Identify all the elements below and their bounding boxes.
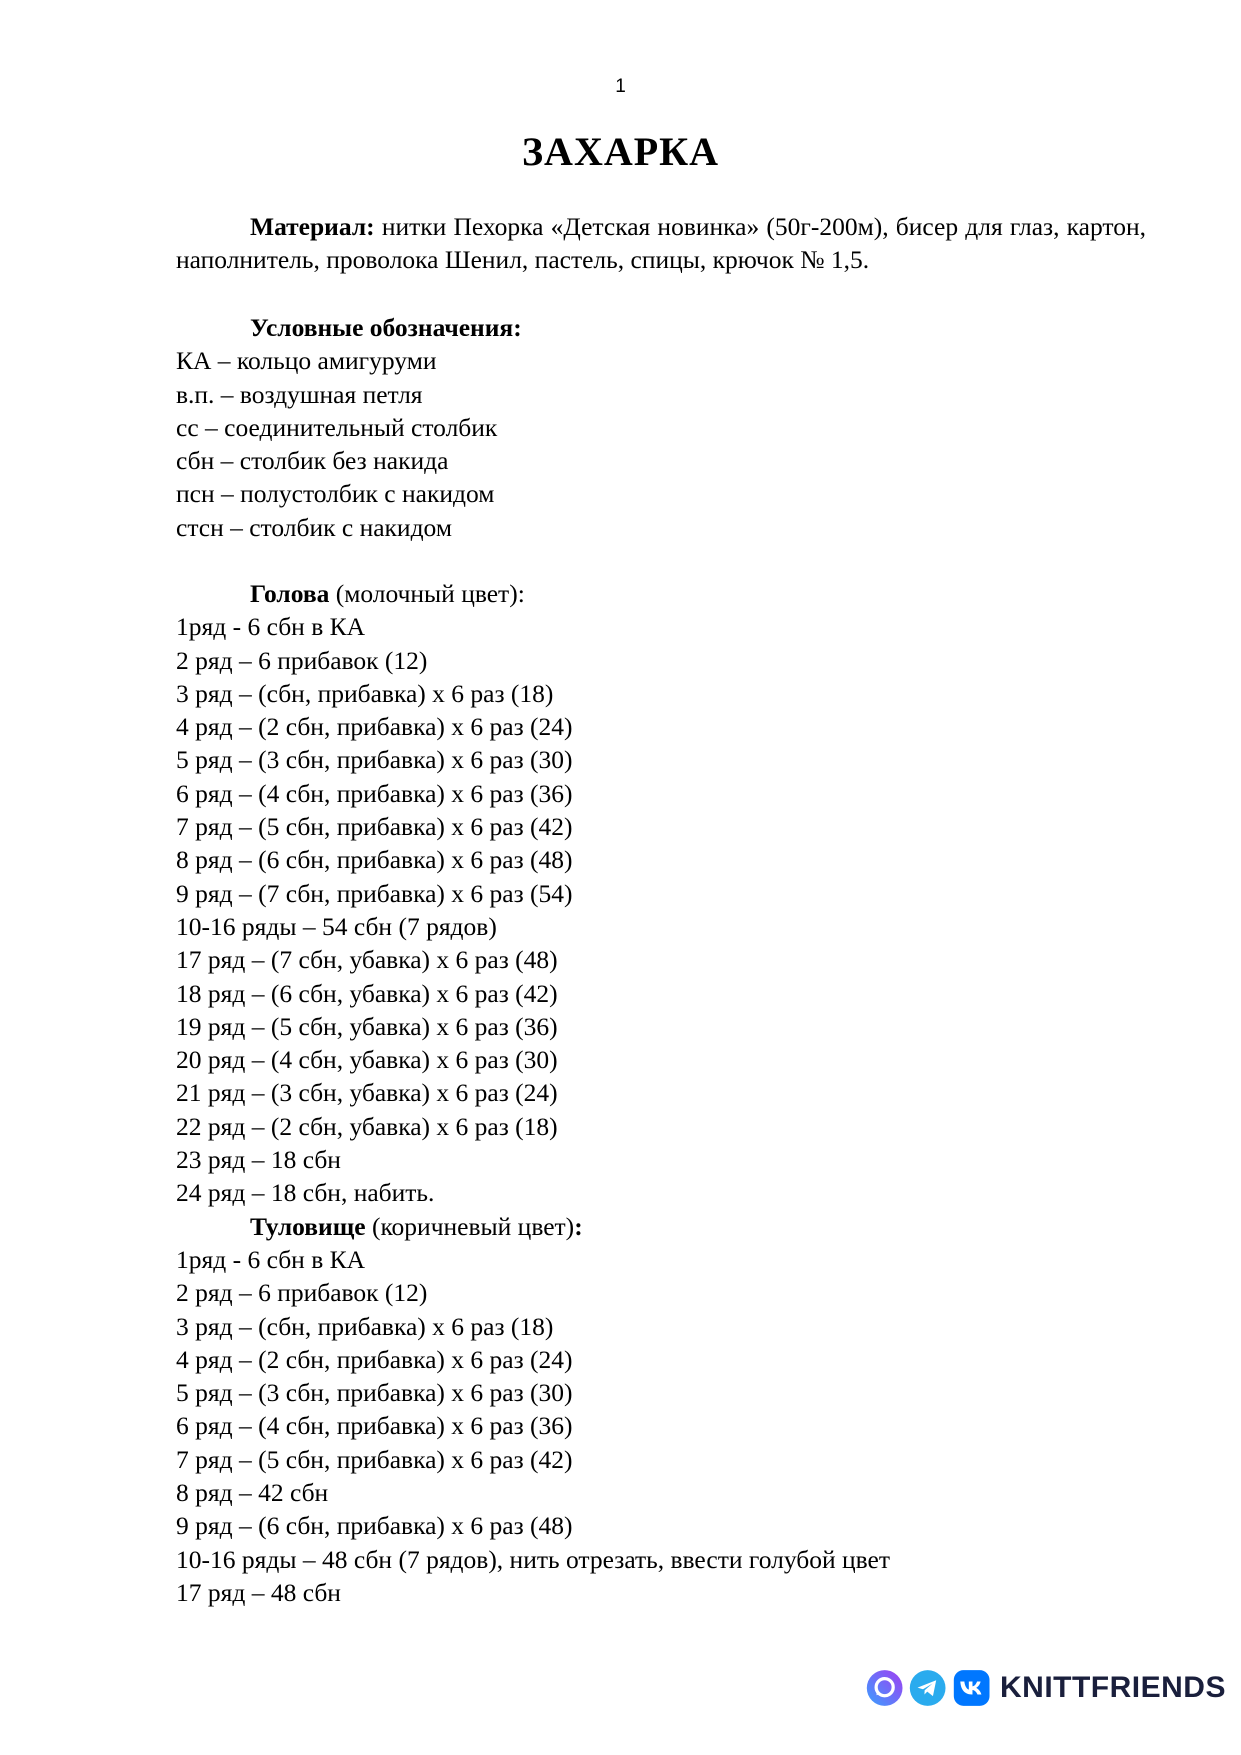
pattern-row: 7 ряд – (5 сбн, прибавка) х 6 раз (42): [176, 1444, 573, 1474]
pattern-row: 17 ряд – (7 сбн, убавка) х 6 раз (48): [176, 945, 558, 975]
legend-list: [176, 344, 1146, 544]
pattern-row: 2 ряд – 6 прибавок (12): [176, 645, 428, 675]
material-paragraph: [176, 210, 1146, 277]
legend-item: в.п. – воздушная петля: [176, 379, 423, 409]
legend-heading: Условные обозначения:: [250, 313, 522, 342]
pattern-row: 1ряд - 6 сбн в КА: [176, 1244, 366, 1274]
pattern-row: 9 ряд – (7 сбн, прибавка) х 6 раз (54): [176, 878, 573, 908]
pattern-row: 10-16 ряды – 48 сбн (7 рядов), нить отрезать, ввести голубой цвет: [176, 1544, 890, 1574]
pattern-row: 21 ряд – (3 сбн, убавка) х 6 раз (24): [176, 1078, 558, 1108]
pattern-row: 20 ряд – (4 сбн, убавка) х 6 раз (30): [176, 1045, 558, 1075]
vk-icon[interactable]: [953, 1665, 990, 1711]
legend-item: стсн – столбик с накидом: [176, 512, 452, 542]
pattern-row: 4 ряд – (2 сбн, прибавка) х 6 раз (24): [176, 1344, 573, 1374]
pattern-row: 9 ряд – (6 сбн, прибавка) х 6 раз (48): [176, 1511, 573, 1541]
pattern-row: 3 ряд – (сбн, прибавка) х 6 раз (18): [176, 678, 554, 708]
pattern-row: 22 ряд – (2 сбн, убавка) х 6 раз (18): [176, 1111, 558, 1141]
body-section-heading: [176, 1210, 1146, 1243]
pattern-row: 24 ряд – 18 сбн, набить.: [176, 1178, 435, 1208]
max-messenger-icon[interactable]: [866, 1665, 903, 1711]
pattern-row: 5 ряд – (3 сбн, прибавка) х 6 раз (30): [176, 1378, 573, 1408]
head-note: (молочный цвет):: [329, 579, 525, 608]
legend-item: КА – кольцо амигуруми: [176, 346, 437, 376]
page-number: 1: [615, 76, 626, 97]
pattern-row: 17 ряд – 48 сбн: [176, 1577, 341, 1607]
document-title: ЗАХАРКА: [521, 129, 720, 174]
legend-item: псн – полустолбик с накидом: [176, 479, 495, 509]
material-label: Материал:: [250, 212, 375, 241]
body-heading: Туловище: [250, 1211, 366, 1241]
pattern-row: 4 ряд – (2 сбн, прибавка) х 6 раз (24): [176, 712, 573, 742]
material-text: нитки Пехорка «Детская новинка» (50г-200м), бисер для глаз, картон, наполнитель, проволока Шенил, пастель, спицы, крючок № 1,5.: [176, 212, 1146, 275]
pattern-row: 1ряд - 6 сбн в КА: [176, 612, 366, 642]
pattern-row: 18 ряд – (6 сбн, убавка) х 6 раз (42): [176, 978, 558, 1008]
legend-section: [176, 311, 1146, 544]
pattern-row: 8 ряд – (6 сбн, прибавка) х 6 раз (48): [176, 845, 573, 875]
legend-item: сбн – столбик без накида: [176, 446, 449, 476]
body-rows: [176, 1243, 1146, 1609]
pattern-row: 10-16 ряды – 54 сбн (7 рядов): [176, 911, 497, 941]
pattern-row: 2 ряд – 6 прибавок (12): [176, 1278, 428, 1308]
pattern-sections: [176, 577, 1146, 1609]
legend-item: сс – соединительный столбик: [176, 412, 498, 442]
pattern-row: 6 ряд – (4 сбн, прибавка) х 6 раз (36): [176, 778, 573, 808]
pattern-row: 19 ряд – (5 сбн, убавка) х 6 раз (36): [176, 1011, 558, 1041]
pattern-row: 7 ряд – (5 сбн, прибавка) х 6 раз (42): [176, 812, 573, 842]
pattern-row: 6 ряд – (4 сбн, прибавка) х 6 раз (36): [176, 1411, 573, 1441]
pattern-row: 5 ряд – (3 сбн, прибавка) х 6 раз (30): [176, 745, 573, 775]
head-heading: Голова: [250, 579, 330, 608]
pattern-row: 3 ряд – (сбн, прибавка) х 6 раз (18): [176, 1311, 554, 1341]
footer-brand: [866, 1662, 1226, 1714]
pattern-row: 23 ряд – 18 сбн: [176, 1145, 341, 1175]
pattern-row: 8 ряд – 42 сбн: [176, 1478, 329, 1508]
head-rows: [176, 610, 1146, 1209]
body-colon: :: [574, 1211, 583, 1241]
brand-name[interactable]: KNITTFRIENDS: [999, 1671, 1226, 1704]
telegram-icon[interactable]: [909, 1665, 946, 1711]
body-note: (коричневый цвет): [365, 1211, 575, 1241]
head-section-heading: [176, 577, 1146, 610]
